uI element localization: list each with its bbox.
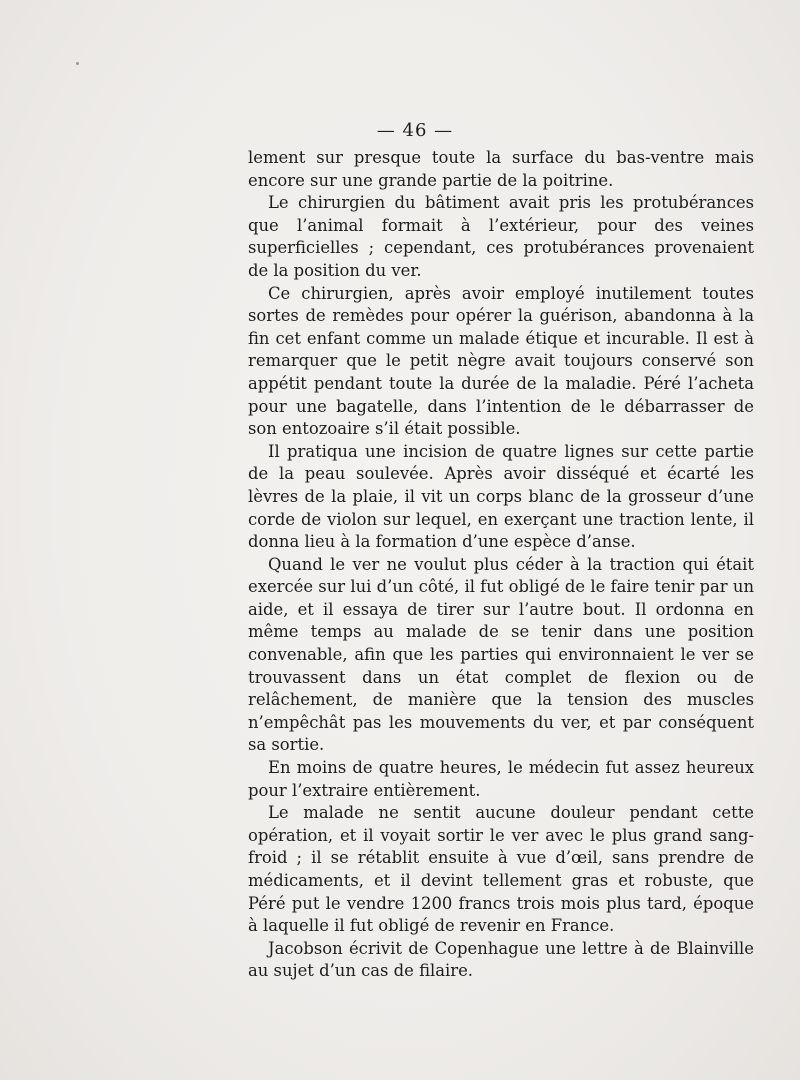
paragraph: En moins de quatre heures, le médecin fut assez heureux pour l’extraire entièrement. (248, 758, 754, 800)
paragraph: Le chirurgien du bâtiment avait pris les protubérances que l’animal formait à l’extérieur, pour des veines superficielles ; cependant, ces protubérances provenaient de la position du ver. (248, 193, 754, 280)
paragraph: Il pratiqua une incision de quatre lignes sur cette partie de la peau soulevée. Après avoir disséqué et écarté les lèvres de la plaie, il vit un corps blanc de la grosseur d’une corde de violon sur lequel, en exerçant une traction lente, il donna lieu à la formation d’une espèce d’anse. (248, 441, 754, 552)
body-text (248, 147, 754, 983)
paragraph-continued: lement sur presque toute la surface du bas-ventre mais encore sur une grande partie de la poitrine. (248, 148, 754, 190)
paragraph: Ce chirurgien, après avoir employé inutilement toutes sortes de remèdes pour opérer la guérison, abandonna à la fin cet enfant comme un malade étique et incurable. Il est à remarquer que le petit nègre avait toujours conservé son appétit pendant toute la durée de la maladie. Péré l’acheta pour une bagatelle, dans l’intention de le débarrasser de son entozoaire s’il était possible. (248, 283, 754, 439)
paragraph: Quand le ver ne voulut plus céder à la traction qui était exercée sur lui d’un côté, il fut obligé de le faire tenir par un aide, et il essaya de tirer sur l’autre bout. Il ordonna en même temps au malade de se tenir dans une position convenable, afin que les parties qui environnaient le ver se trouvassent dans un état complet de flexion ou de relâchement, de manière que la tension des muscles n’empêchât pas les mouvements du ver, et par conséquent sa sortie. (248, 554, 754, 755)
paper-speck (76, 62, 79, 65)
paragraph: Le malade ne sentit aucune douleur pendant cette opération, et il voyait sortir le ver avec le plus grand sang-froid ; il se rétablit ensuite à vue d’œil, sans prendre de médicaments, et il devint tellement gras et robuste, que Péré put le vendre 1200 francs trois mois plus tard, époque à laquelle il fut obligé de revenir en France. (248, 803, 754, 936)
page-number: — 46 — (376, 120, 454, 141)
paragraph: Jacobson écrivit de Copenhague une lettre à de Blainville au sujet d’un cas de filaire. (248, 938, 754, 981)
